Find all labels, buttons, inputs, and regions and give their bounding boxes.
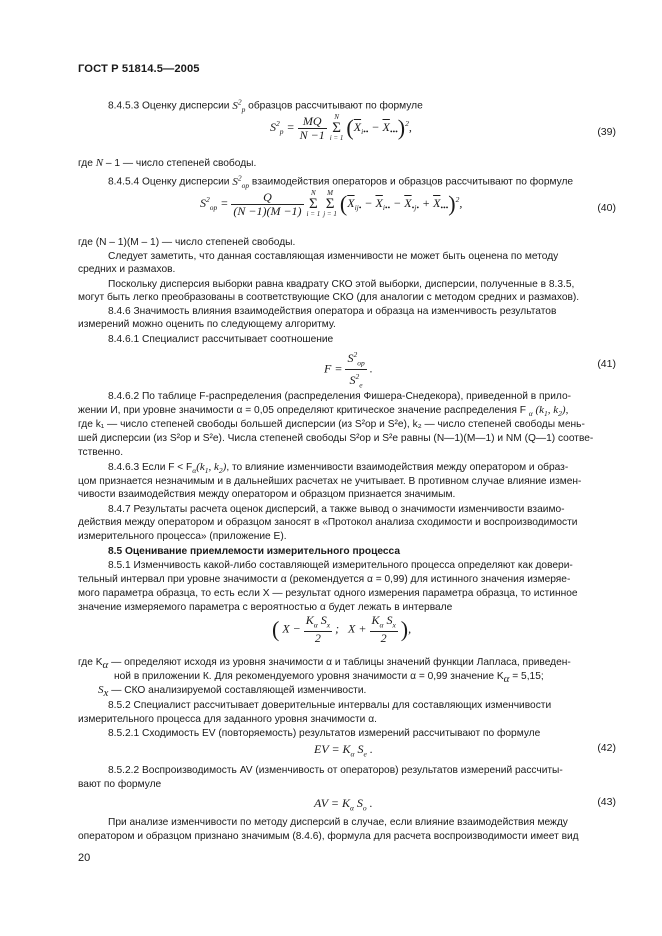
text-line: шей дисперсии (из S²ор и S²е). Числа степеней свободы S²ор и S²е равны (N—1)(M—1) и NM (Q—1) соотве-: [78, 433, 594, 444]
text-line: = 5,15;: [512, 671, 544, 682]
text-line: где K: [78, 657, 103, 668]
text-line: мого параметра образца, то есть если X — результат одного измерения параметра образца, то истинное: [78, 588, 578, 599]
text-line: 8.4.6.3 Если F < F: [108, 462, 193, 473]
text-line: 8.5.1 Изменчивость какой-либо составляющей измерительного процесса определяют как довери-: [108, 560, 573, 571]
text-line: значение измеряемого параметра с вероятностью α будет лежать в интервале: [78, 602, 453, 613]
formula-interval: ( X − $\frac{K_\alpha S_x}{2}$ ; X + $\frac{K_\alpha S_x}{2}$ ),: [272, 613, 412, 646]
text-line: Следует заметить, что данная составляющая изменчивости не может быть оценена по методу: [108, 251, 559, 262]
equation-number: (40): [597, 202, 616, 214]
text-line: 8.5.2.2 Воспроизводимость AV (изменчивость от операторов) результатов измерений рассчиты-: [108, 765, 563, 776]
formula-40: $S^2_{ор}$ = $\frac{Q}{(N -1)(M -1)}$ N Σ i = 1 M Σ j = 1 $(\overline{X}_{ij•} - \overline{X}_{i••} - \overline{X}_{•j•} + \overline{X}_{•••})^2$, (40): [200, 189, 616, 218]
text-line: жении И, при уровне значимости α = 0,05 определяют критическое значение распределения F $_\alpha$ ($k_1$, $k_2$),: [78, 404, 569, 419]
text-line: где: [78, 158, 93, 169]
text-line: образцов рассчитывают по формуле: [248, 100, 423, 112]
text-line: где (N – 1)(M – 1) — число степеней свободы.: [78, 237, 296, 248]
equation-number: (42): [597, 742, 616, 754]
text-line: тельный интервал при уровне значимости α (рекомендуется α = 0,99) для истинного значения измеряе-: [78, 574, 571, 585]
equation-number: (43): [597, 796, 616, 808]
text-line: 8.4.7 Результаты расчета оценок дисперсий, а также вывод о значимости изменчивости взаимо-: [108, 504, 565, 515]
symbol-s: S: [98, 684, 104, 696]
text-line: Поскольку дисперсия выборки равна квадрату СКО этой выборки, дисперсии, полученные в 8.3.5,: [108, 279, 575, 290]
text-line: где k₁ — число степеней свободы большей дисперсии (из S²ор и S²е), k₂ — число степеней свободы мень-: [78, 419, 585, 430]
text-line: 8.4.6 Значимость влияния взаимодействия оператора и образца на изменчивость результатов: [108, 306, 557, 317]
text-line: измерительного процесса» (приложение Е).: [78, 531, 287, 542]
text-line: 8.5.2 Специалист рассчитывает доверительные интервалы для составляющих изменчивости: [108, 700, 552, 711]
formula-41: F = $S^2_{ор}$ $S^2_е$ . (41): [324, 350, 616, 390]
text-line: – 1 — число степеней свободы.: [105, 158, 257, 169]
text-line: цом признается незначимым и в дальнейших расчетах не учитывает. В противном случае влияние измен-: [78, 476, 582, 487]
text-line: где $K_\alpha$ — определяют исходя из уровня значимости α и таблицы значений функции Лапласа, приведен-: [78, 657, 571, 672]
text-line: вают по формуле: [78, 779, 162, 790]
text-line: измерительного процесса для заданного уровня значимости α.: [78, 714, 377, 725]
text-line: измерений можно оценить по следующему алгоритму.: [78, 319, 336, 330]
text-line: средних и размахов.: [78, 264, 176, 275]
text-line: 8.4.6.2 По таблице F-распределения (распределения Фишера-Снедекора), приведенной в прило-: [108, 391, 571, 402]
text-line: оператором и образцом признано значимым (8.4.6), формула для расчета воспроизводимости имеет вид: [78, 831, 579, 842]
text-line: 8.5.2.1 Сходимость EV (повторяемость) результатов измерений рассчитывают по формуле: [108, 728, 541, 739]
formula-39: $S^2_р$ = $\frac{MQ}{N -1}$ N Σ i = 1 $(\overline{X}_{i••} - \overline{X}_{•••})^2$, (39): [270, 113, 616, 142]
text-line: , то влияние изменчивости взаимодействия между оператором и образ-: [226, 462, 569, 473]
formula-av: AV = K: [314, 796, 350, 810]
text-line: могут быть легко преобразованы в соответствующие СКО (для аналогии с методом средних и размахов).: [78, 292, 580, 303]
formula-ev: EV = K: [314, 742, 351, 756]
section-heading-8-5: 8.5 Оценивание приемлемости измерительного процесса: [108, 546, 400, 557]
text-line: — определяют исходя из уровня значимости α и таблицы значений функции Лапласа, приведен-: [111, 657, 571, 668]
text-line: ной в приложении К. Для рекомендуемого уровня значимости α = 0,99 значение $K_\alpha = 5,15$;: [114, 671, 544, 686]
equation-number: (39): [597, 126, 616, 138]
para-where-n: [78, 157, 616, 170]
text-line: взаимодействия операторов и образцов рассчитывают по формуле: [251, 176, 574, 188]
text-line: 8.4.5.4 Оценку дисперсии: [108, 176, 230, 188]
text-line: — СКО анализируемой составляющей изменчивости.: [111, 685, 367, 696]
text-line: 8.4.6.3 Если $F < F_\alpha(k_1$, $k_2$), то влияние изменчивости взаимодействия между оператором и образ-: [108, 461, 569, 476]
text-line: 8.4.5.3 Оценку дисперсии: [108, 100, 230, 112]
text-line: $S_x$ — СКО анализируемой составляющей изменчивости.: [98, 684, 367, 700]
text-line: При анализе изменчивости по методу дисперсий в случае, если влияние взаимодействия между: [108, 817, 568, 828]
document-header: ГОСТ Р 51814.5—2005: [78, 63, 200, 75]
text-line: ной в приложении К. Для рекомендуемого уровня значимости α = 0,99 значение K: [114, 671, 504, 682]
formula-43: AV = $K_\alpha$ $S_о$ . (43): [314, 796, 616, 813]
para-8-4-5-3: 8.4.5.3 Оценку дисперсии $S^2_р$ образцов рассчитывают по формуле: [108, 97, 423, 114]
text-line: чивости взаимодействия между оператором и образцом признается значимым.: [78, 489, 456, 500]
text-line: действия между оператором и образцом заносят в «Протокол анализа сходимости и воспроизводимости: [78, 517, 578, 528]
formula-42: EV = $K_\alpha$ $S_e$ . (42): [314, 742, 616, 759]
page-number: 20: [78, 852, 91, 864]
equation-number: (41): [597, 358, 616, 370]
text-line: тственно.: [78, 447, 124, 458]
para-8-4-5-4: 8.4.5.4 Оценку дисперсии $S^2_{ор}$ взаимодействия операторов и образцов рассчитывают по формуле: [108, 173, 574, 190]
text-line: жении И, при уровне значимости α = 0,05 определяют критическое значение распределения F: [78, 405, 526, 416]
text-line: 8.4.6.1 Специалист рассчитывает соотношение: [108, 334, 334, 345]
symbol-n: N: [95, 157, 104, 169]
